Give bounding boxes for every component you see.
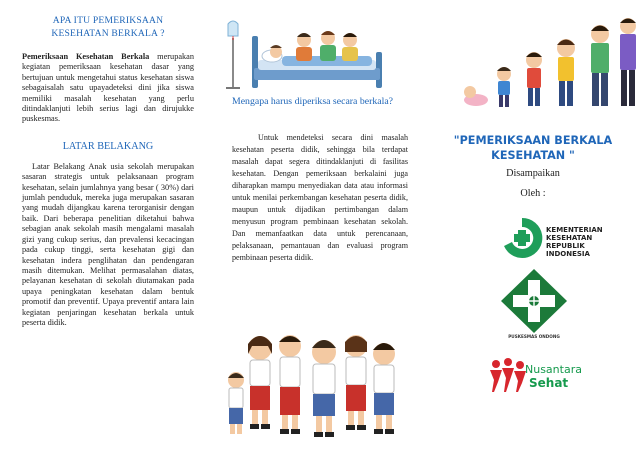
by-label: Oleh :: [520, 188, 546, 199]
brochure-title: "PEMERIKSAAN BERKALA KESEHATAN ": [453, 134, 613, 162]
growing-children-illustration: [460, 14, 638, 110]
question-title: Mengapa harus diperiksa secara berkala?: [232, 96, 394, 107]
heading-what-is: APA ITU PEMERIKSAAN KESEHATAN BERKALA ?: [51, 15, 165, 39]
nusantara-sehat-logo: [488, 356, 528, 394]
ministry-of-health-logo: [500, 216, 544, 260]
intro-bold-term: Pemeriksaan Kesehatan Berkala: [22, 52, 150, 61]
right-column: [428, 0, 638, 452]
background-paragraph: Latar Belakang Anak usia sekolah merupakan sasaran strategis untuk pelaksanaan program kesehatan, selain jumlahnya yang besar ( 30%) dari jumlah penduduk, mereka juga merupakan sasaran yang mudah dijangkau karena terorganisir dengan baik. Dari beberapa penelitian diketahui bahwa sebagian anak sekolah masih mengalami masalah gizi yang cukup serius, dan prevalensi kecacingan pada cukup tinggi, serta kesehatan gigi dan kesehatan indera penglihatan dan pendengaran masih ditemukan. Melihat permasalahan diatas, pelayanan kesehatan di sekolah diutamakan pada upaya peningkatan kesehatan dalam bentuk promotif dan preventif. Upaya preventif antara lain kegiatan penjaringan kesehatan berkala untuk peserta didik.: [22, 161, 194, 327]
hospital-bed-illustration: [224, 18, 394, 92]
ministry-name: KEMENTERIAN KESEHATAN REPUBLIK INDONESIA: [546, 226, 603, 258]
left-column: [0, 0, 212, 452]
presented-label: Disampaikan: [506, 168, 560, 179]
answer-paragraph: Untuk mendeteksi secara dini masalah kesehatan peserta didik, sehingga bila terdapat masalah dapat segera ditindaklanjuti di fasilitas kesehatan. Dengan pemeriksaan berkalaini juga diharapkan mampu menyediakan data atau informasi untuk menilai perkembangan kesehatan peserta didik, maupun untuk dijadikan pertimbangan dalam menyusun program pembinaan kesehatan sekolah. Dan memanfaatkan data untuk perencanaan, pelaksanaan, pemantauan dan evaluasi program pembinaan peserta didik.: [232, 133, 408, 262]
puskesmas-logo: [500, 268, 568, 334]
nusantara-text: Nusantara: [525, 363, 582, 376]
background-section-title: LATAR BELAKANG: [62, 140, 154, 152]
middle-column: [214, 0, 424, 452]
intro-paragraph: [22, 52, 194, 125]
intro-text: merupakan kegiatan pemeriksaan kesehatan dasar yang bertujuan untuk mengetahui status kesehatan siswa sebagaisalah satu upayadeteksi dini jika siswa memiliki masalah kesehatan yang perlu ditindaklanjuti lebih serius lagi dan dirujukke puskesmas.: [22, 52, 195, 124]
sehat-text: Sehat: [529, 376, 569, 390]
school-children-illustration: [228, 328, 404, 446]
puskesmas-label: PUSKESMAS ONDONG: [508, 334, 560, 339]
